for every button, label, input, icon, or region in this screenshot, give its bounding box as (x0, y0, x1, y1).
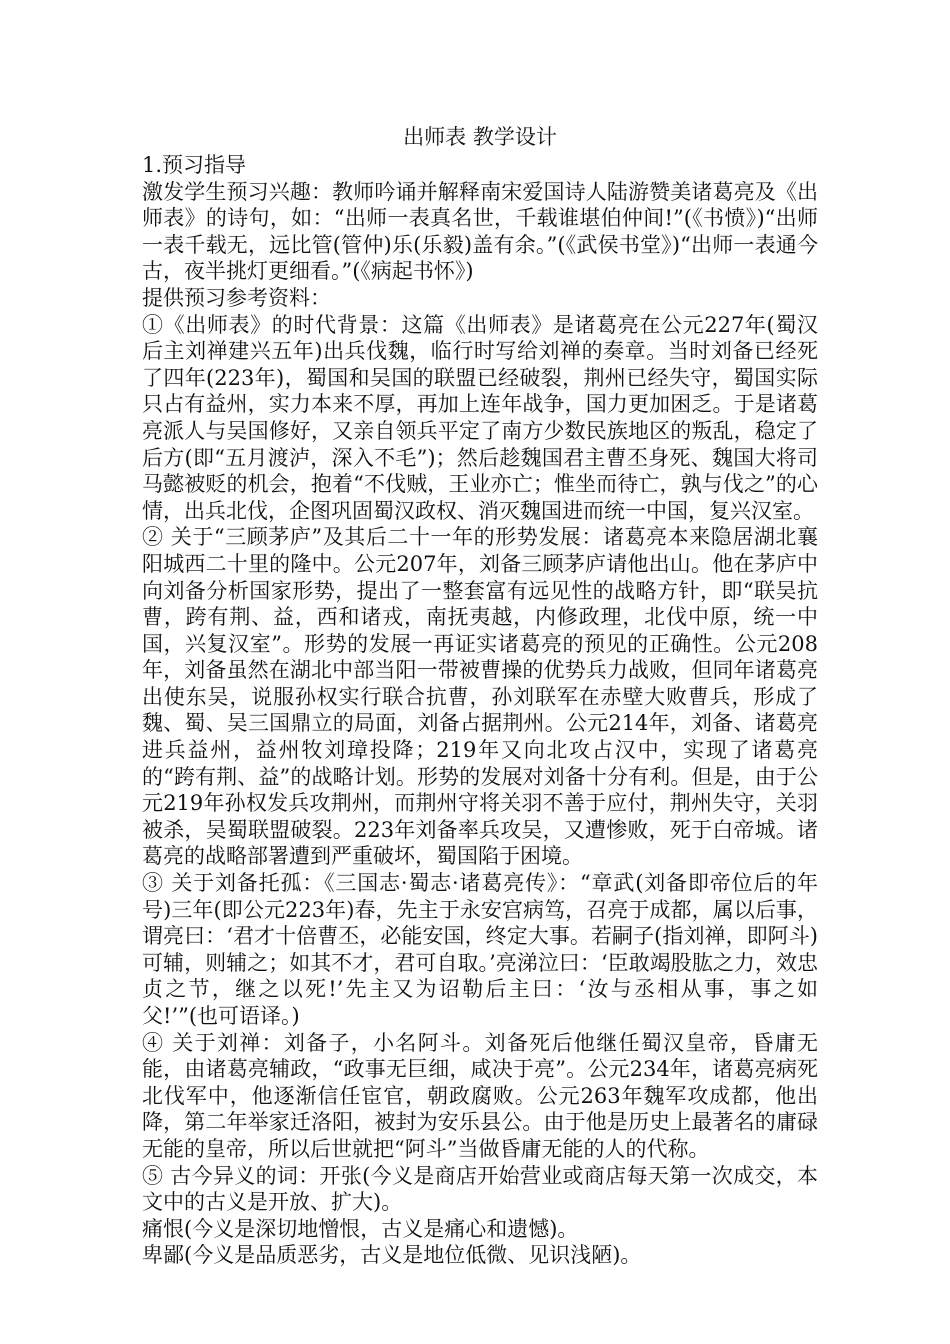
paragraph-beibi: 卑鄙(今义是品质恶劣，古义是地位低微、见识浅陋)。 (142, 1243, 642, 1268)
paragraph-ancient-modern-words: ⑤ 古今异义的词：开张(今义是商店开始营业或商店每天第一次成交，本文中的古义是开放、扩大)。 (142, 1163, 818, 1215)
paragraph-reference-intro: 提供预习参考资料： (142, 285, 331, 310)
paragraph-entrustment: ③ 关于刘备托孤：《三国志·蜀志·诸葛亮传》：“章武(刘备即帝位后的年号)三年(即公元223年)春，先主于永安宫病笃，召亮于成都，属以后事，谓亮曰：‘君才十倍曹丕，必能安国，终定大事。若嗣子(指刘禅，即阿斗)可辅，则辅之；如其不才，君可自取。’亮涕泣曰：‘臣敢竭股肱之力，效忠贞之节，继之以死!’先主又为诏勒后主曰：‘汝与丞相从事，事之如父!’”(也可语译。) (142, 871, 818, 1028)
paragraph-background: ①《出师表》的时代背景：这篇《出师表》是诸葛亮在公元227年(蜀汉后主刘禅建兴五年)出兵伐魏，临行时写给刘禅的奏章。当时刘备已经死了四年(223年)，蜀国和吴国的联盟已经破裂，荆州已经失守，蜀国实际只占有益州，实力本来不厚，再加上连年战争，国力更加困乏。于是诸葛亮派人与吴国修好，又亲自领兵平定了南方少数民族地区的叛乱，稳定了后方(即“五月渡泸，深入不毛”)；然后趁魏国君主曹丕身死、魏国大将司马懿被贬的机会，抱着“不伐贼，王业亦亡；惟坐而待亡，孰与伐之”的心情，出兵北伐，企图巩固蜀汉政权、消灭魏国进而统一中国，复兴汉室。 (142, 312, 818, 523)
document-body (142, 122, 818, 1269)
paragraph-tonghen: 痛恨(今义是深切地憎恨，古义是痛心和遗憾)。 (142, 1216, 579, 1241)
document-title: 出师表 教学设计 (403, 125, 557, 149)
paragraph-liu-shan: ④ 关于刘禅：刘备子，小名阿斗。刘备死后他继任蜀汉皇帝，昏庸无能，由诸葛亮辅政，“政事无巨细，咸决于亮”。公元234年，诸葛亮病死北伐军中，他逐渐信任宦官，朝政腐败。公元263年魏军攻成都，他出降，第二年举家迁洛阳，被封为安乐县公。由于他是历史上最著名的庸碌无能的皇帝，所以后世就把“阿斗”当做昏庸无能的人的代称。 (142, 1030, 818, 1161)
paragraph-three-visits: ② 关于“三顾茅庐”及其后二十一年的形势发展：诸葛亮本来隐居湖北襄阳城西二十里的隆中。公元207年，刘备三顾茅庐请他出山。他在茅庐中向刘备分析国家形势，提出了一整套富有远见性的战略方针，即“联吴抗曹，跨有荆、益，西和诸戎，南抚夷越，内修政理，北伐中原，统一中国，兴复汉室”。形势的发展一再证实诸葛亮的预见的正确性。公元208年，刘备虽然在湖北中部当阳一带被曹操的优势兵力战败，但同年诸葛亮出使东吴，说服孙权实行联合抗曹，孙刘联军在赤壁大败曹兵，形成了魏、蜀、吴三国鼎立的局面，刘备占据荆州。公元214年，刘备、诸葛亮进兵益州，益州牧刘璋投降；219年又向北攻占汉中，实现了诸葛亮的“跨有荆、益”的战略计划。形势的发展对刘备十分有利。但是，由于公元219年孙权发兵攻荆州，而荆州守将关羽不善于应付，荆州失守，关羽被杀，吴蜀联盟破裂。223年刘备率兵攻吴，又遭惨败，死于白帝城。诸葛亮的战略部署遭到严重破坏，蜀国陷于困境。 (142, 525, 818, 869)
paragraph-motivation: 激发学生预习兴趣：教师吟诵并解释南宋爱国诗人陆游赞美诸葛亮及《出师表》的诗句，如：“出师一表真名世，千载谁堪伯仲间!”(《书愤》)“出师一表千载无，远比管(管仲)乐(乐毅)盖有余。”(《武侯书堂》)“出师一表通今古，夜半挑灯更细看。”(《病起书怀》) (142, 179, 818, 284)
section-heading-preview-guide: 1.预习指导 (142, 153, 247, 177)
